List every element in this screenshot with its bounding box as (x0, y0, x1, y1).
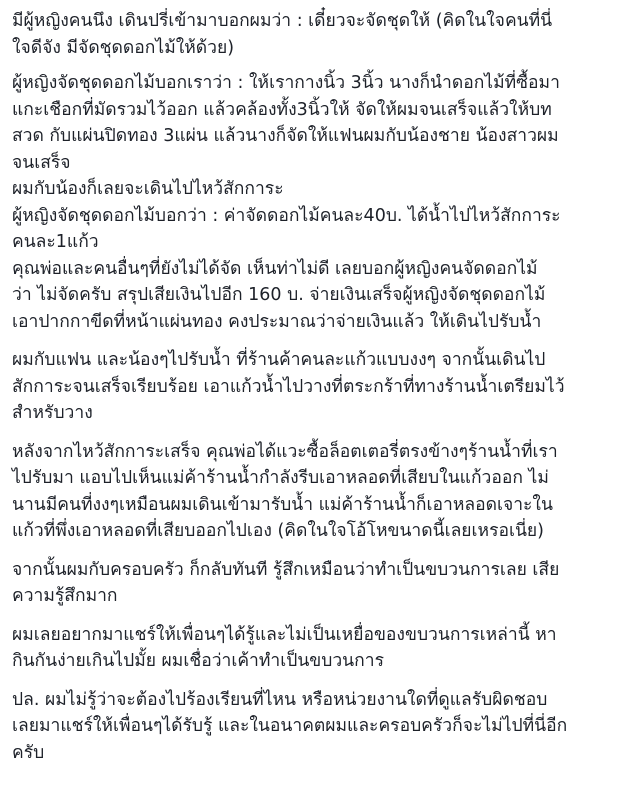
paragraph-line: ความรู้สึกมาก (12, 586, 118, 606)
paragraph-line: แก้วที่พึ่งเอาหลอดที่เสียบออกไปเอง (คิดในใจโอ้โหขนาดนี้เลยเหรอเนี่ย) (12, 521, 544, 541)
paragraph-line: กินกันง่ายเกินไปมั้ย ผมเชื่อว่าเค้าทำเป็นขบวนการ (12, 651, 384, 671)
paragraph-line: ผู้หญิงจัดชุดดอกไม้บอกเราว่า : ให้เรากางนิ้ว 3นิ้ว นางก็นำดอกไม้ที่ซื้อมา (12, 73, 560, 93)
paragraph-8 (12, 557, 630, 610)
paragraph-line: สักการะจนเสร็จเรียบร้อย เอาแก้วน้ำไปวางที่ตระกร้าที่ทางร้านน้ำเตรียมไว้ (12, 376, 565, 397)
paragraph-line: จนเสร็จ (12, 152, 71, 173)
paragraph-line: ไปรับมา แอบไปเห็นแม่ค้าร้านน้ำกำลังรีบเอาหลอดที่เสียบในแก้วออก ไม่ (12, 468, 549, 488)
paragraph-3 (12, 176, 630, 203)
paragraph-line: แกะเชือกที่มัดรวมไว้ออก แล้วคล้องทั้ง3นิ้วให้ จัดให้ผมจนเสร็จแล้วให้บท (12, 99, 552, 120)
paragraph-line: จากนั้นผมกับครอบครัว ก็กลับทันที รู้สึกเหมือนว่าทำเป็นขบวนการเลย เสีย (12, 559, 560, 580)
paragraph-line: ครับ (12, 742, 45, 763)
paragraph-1 (12, 8, 630, 61)
paragraph-line: เลยมาแชร์ให้เพื่อนๆได้รับรู้ และในอนาคตผมและครอบครัวก็จะไม่ไปที่นี่อีก (12, 716, 568, 736)
paragraph-6 (12, 347, 630, 427)
paragraph-line: หลังจากไหว้สักการะเสร็จ คุณพ่อได้แวะซื้อล็อตเตอรี่ตรงข้างๆร้านน้ำที่เรา (12, 441, 558, 462)
paragraph-line: สวด กับแผ่นปิดทอง 3แผ่น แล้วนางก็จัดให้แฟนผมกับน้องชาย น้องสาวผม (12, 126, 559, 146)
paragraph-line: ผมกับแฟน และน้องๆไปรับน้ำ ที่ร้านค้าคนละแก้วแบบงงๆ จากนั้นเดินไป (12, 350, 546, 370)
paragraph-line: มีผู้หญิงคนนึง เดินปรี่เข้ามาบอกผมว่า : เดี๋ยวจะจัดชุดให้ (คิดในใจคนที่นี่ (12, 11, 553, 31)
paragraph-5 (12, 256, 630, 336)
paragraph-9 (12, 622, 630, 675)
paragraph-line: ใจดีจัง มีจัดชุดดอกไม้ให้ด้วย) (12, 37, 235, 58)
paragraph-4 (12, 203, 630, 256)
paragraph-line: เอาปากกาขีดที่หน้าแผ่นทอง คงประมาณว่าจ่ายเงินแล้ว ให้เดินไปรับน้ำ (12, 311, 542, 332)
paragraph-line: ปล. ผมไม่รู้ว่าจะต้องไปร้องเรียนที่ไหน หรือหน่วยงานใดที่ดูแลรับผิดชอบ (12, 689, 548, 710)
paragraph-line: ผู้หญิงจัดชุดดอกไม้บอกว่า : ค่าจัดดอกไม้คนละ40บ. ได้น้ำไปไหว้สักการะ (12, 205, 561, 226)
paragraph-line: สำหรับวาง (12, 403, 93, 423)
paragraph-line: ผมกับน้องก็เลยจะเดินไปไหว้สักการะ (12, 179, 284, 199)
paragraph-7 (12, 439, 630, 545)
paragraph-line: ผมเลยอยากมาแชร์ให้เพื่อนๆได้รู้และไม่เป็นเหยื่อของขบวนการเหล่านี้ หา (12, 624, 557, 645)
paragraph-line: คนละ1แก้ว (12, 232, 99, 252)
paragraph-line: นานมีคนที่งงๆเหมือนผมเดินเข้ามารับน้ำ แม่ค้าร้านน้ำก็เอาหลอดเจาะใน (12, 494, 553, 515)
paragraph-line: ว่า ไม่จัดครับ สรุปเสียเงินไปอีก 160 บ. จ่ายเงินเสร็จผู้หญิงจัดชุดดอกไม้ (12, 285, 546, 305)
paragraph-10 (12, 687, 630, 767)
paragraph-line: คุณพ่อและคนอื่นๆที่ยังไม่ได้จัด เห็นท่าไม่ดี เลยบอกผู้หญิงคนจัดดอกไม้ (12, 258, 538, 279)
paragraph-2 (12, 70, 630, 176)
